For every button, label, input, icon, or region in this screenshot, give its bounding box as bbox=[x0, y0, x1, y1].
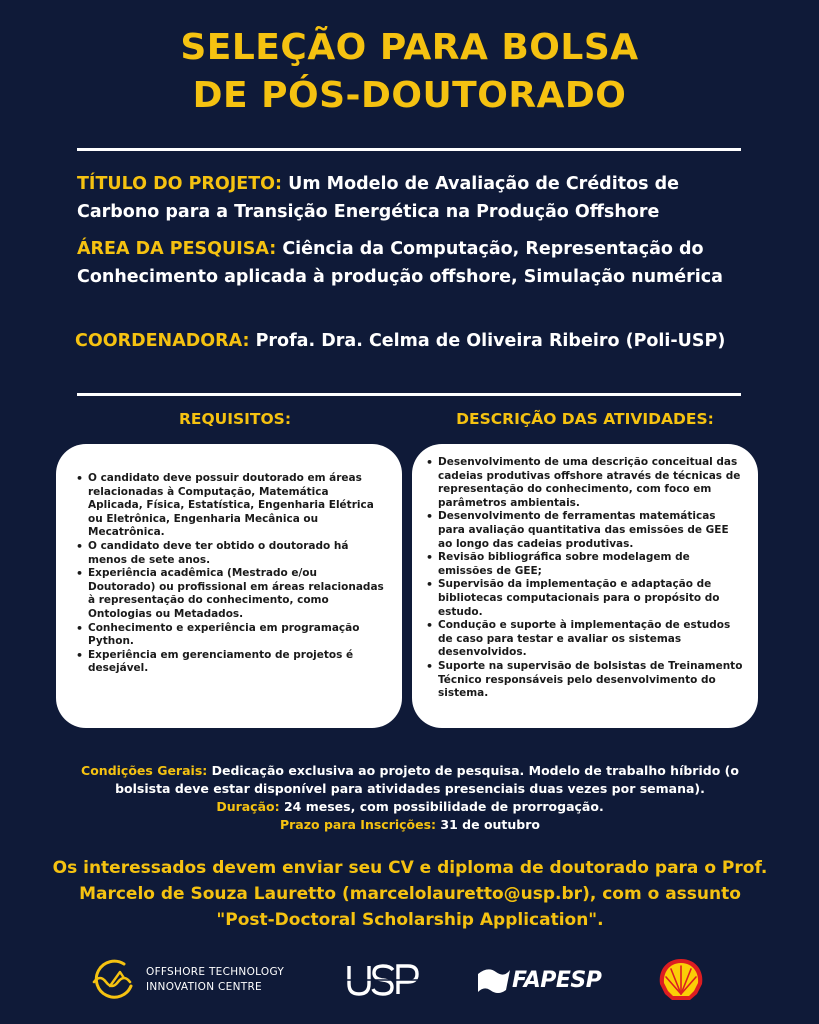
list-item: • Supervisão da implementação e adaptação de bibliotecas computacionais para o propósito do estudo. bbox=[426, 578, 746, 619]
call-to-action: Os interessados devem enviar seu CV e diploma de doutorado para o Prof. Marcelo de Souza Lauretto (marcelolauretto@usp.br), com o assunto "Post-Doctoral Scholarship Application". bbox=[52, 858, 768, 930]
coordinator-value: Profa. Dra. Celma de Oliveira Ribeiro (Poli-USP) bbox=[255, 331, 726, 351]
list-item: • Revisão bibliográfica sobre modelagem de emissões de GEE; bbox=[426, 551, 746, 578]
otic-emblem-icon bbox=[90, 958, 138, 1002]
activities-heading: DESCRIÇÃO DAS ATIVIDADES: bbox=[456, 410, 714, 428]
duration bbox=[60, 798, 760, 816]
project-title-value: Um Modelo de Avaliação de Créditos de Carbono para a Transição Energética na Produção Offshore bbox=[77, 174, 680, 222]
general-conditions-value: Dedicação exclusiva ao projeto de pesquisa. Modelo de trabalho híbrido (o bolsista deve estar disponível para atividades presenciais duas vezes por semana). bbox=[115, 763, 739, 796]
coordinator-label: COORDENADORA: bbox=[75, 331, 250, 351]
list-item: • Experiência em gerenciamento de projetos é desejável. bbox=[76, 649, 384, 676]
divider-top bbox=[77, 148, 741, 151]
project-title-label: TÍTULO DO PROJETO: bbox=[77, 174, 283, 194]
duration-label: Duração: bbox=[216, 799, 280, 814]
list-item: • O candidato deve ter obtido o doutorado há menos de sete anos. bbox=[76, 540, 384, 567]
fapesp-flag-icon bbox=[476, 966, 510, 994]
activities-card bbox=[412, 444, 758, 728]
list-item: • O candidato deve possuir doutorado em áreas relacionadas à Computação, Matemática Aplicada, Física, Estatística, Engenharia Elétrica ou Eletrônica, Engenharia Mecânica ou Mecatrônica. bbox=[76, 472, 384, 540]
otic-line-1: OFFSHORE TECHNOLOGY bbox=[146, 966, 285, 978]
conditions-block bbox=[60, 762, 760, 834]
shell-logo bbox=[656, 956, 706, 1006]
list-item: • Conhecimento e experiência em programação Python. bbox=[76, 622, 384, 649]
research-area-block bbox=[77, 235, 757, 291]
requirements-list bbox=[76, 472, 384, 676]
duration-value: 24 meses, com possibilidade de prorrogação. bbox=[283, 799, 604, 814]
activities-list bbox=[426, 456, 746, 701]
shell-pecten-icon bbox=[656, 956, 706, 1002]
project-title-block bbox=[77, 170, 757, 226]
requirements-card bbox=[56, 444, 402, 728]
general-conditions-label: Condições Gerais: bbox=[81, 763, 208, 778]
list-item: • Suporte na supervisão de bolsistas de Treinamento Técnico responsáveis pelo desenvolvimento do sistema. bbox=[426, 660, 746, 701]
usp-logo bbox=[346, 964, 420, 1000]
fapesp-logo bbox=[476, 966, 601, 994]
logo-bar bbox=[0, 950, 819, 1010]
otic-logo bbox=[90, 958, 284, 1002]
requirements-heading: REQUISITOS: bbox=[178, 410, 292, 428]
deadline bbox=[60, 816, 760, 834]
otic-name bbox=[146, 965, 284, 995]
deadline-label: Prazo para Inscrições: bbox=[279, 817, 437, 832]
list-item: • Desenvolvimento de uma descrição conceitual das cadeias produtivas offshore através de técnicas de representação do conhecimento, com foco em parâmetros ambientais. bbox=[426, 456, 746, 510]
research-area-label: ÁREA DA PESQUISA: bbox=[77, 239, 277, 259]
list-item: • Desenvolvimento de ferramentas matemáticas para avaliação quantitativa das emissões de GEE ao longo das cadeias produtivas. bbox=[426, 510, 746, 551]
general-conditions bbox=[60, 762, 760, 798]
title-line-2: DE PÓS-DOUTORADO bbox=[192, 75, 627, 116]
fapesp-wordmark: FAPESP bbox=[512, 967, 602, 993]
title-line-1: SELEÇÃO PARA BOLSA bbox=[180, 27, 639, 68]
research-area-value: Ciência da Computação, Representação do Conhecimento aplicada à produção offshore, Simulação numérica bbox=[77, 239, 723, 287]
usp-logo-icon bbox=[346, 964, 420, 996]
deadline-value: 31 de outubro bbox=[440, 817, 541, 832]
list-item: • Experiência acadêmica (Mestrado e/ou Doutorado) ou profissional em áreas relacionadas à representação do conhecimento, como Ontologias ou Metadados. bbox=[76, 567, 384, 621]
coordinator-block bbox=[75, 327, 755, 355]
otic-line-2: INNOVATION CENTRE bbox=[146, 981, 262, 993]
divider-bottom bbox=[77, 393, 741, 396]
page-title bbox=[0, 24, 819, 120]
list-item: • Condução e suporte à implementação de estudos de caso para testar e avaliar os sistemas desenvolvidos. bbox=[426, 619, 746, 660]
